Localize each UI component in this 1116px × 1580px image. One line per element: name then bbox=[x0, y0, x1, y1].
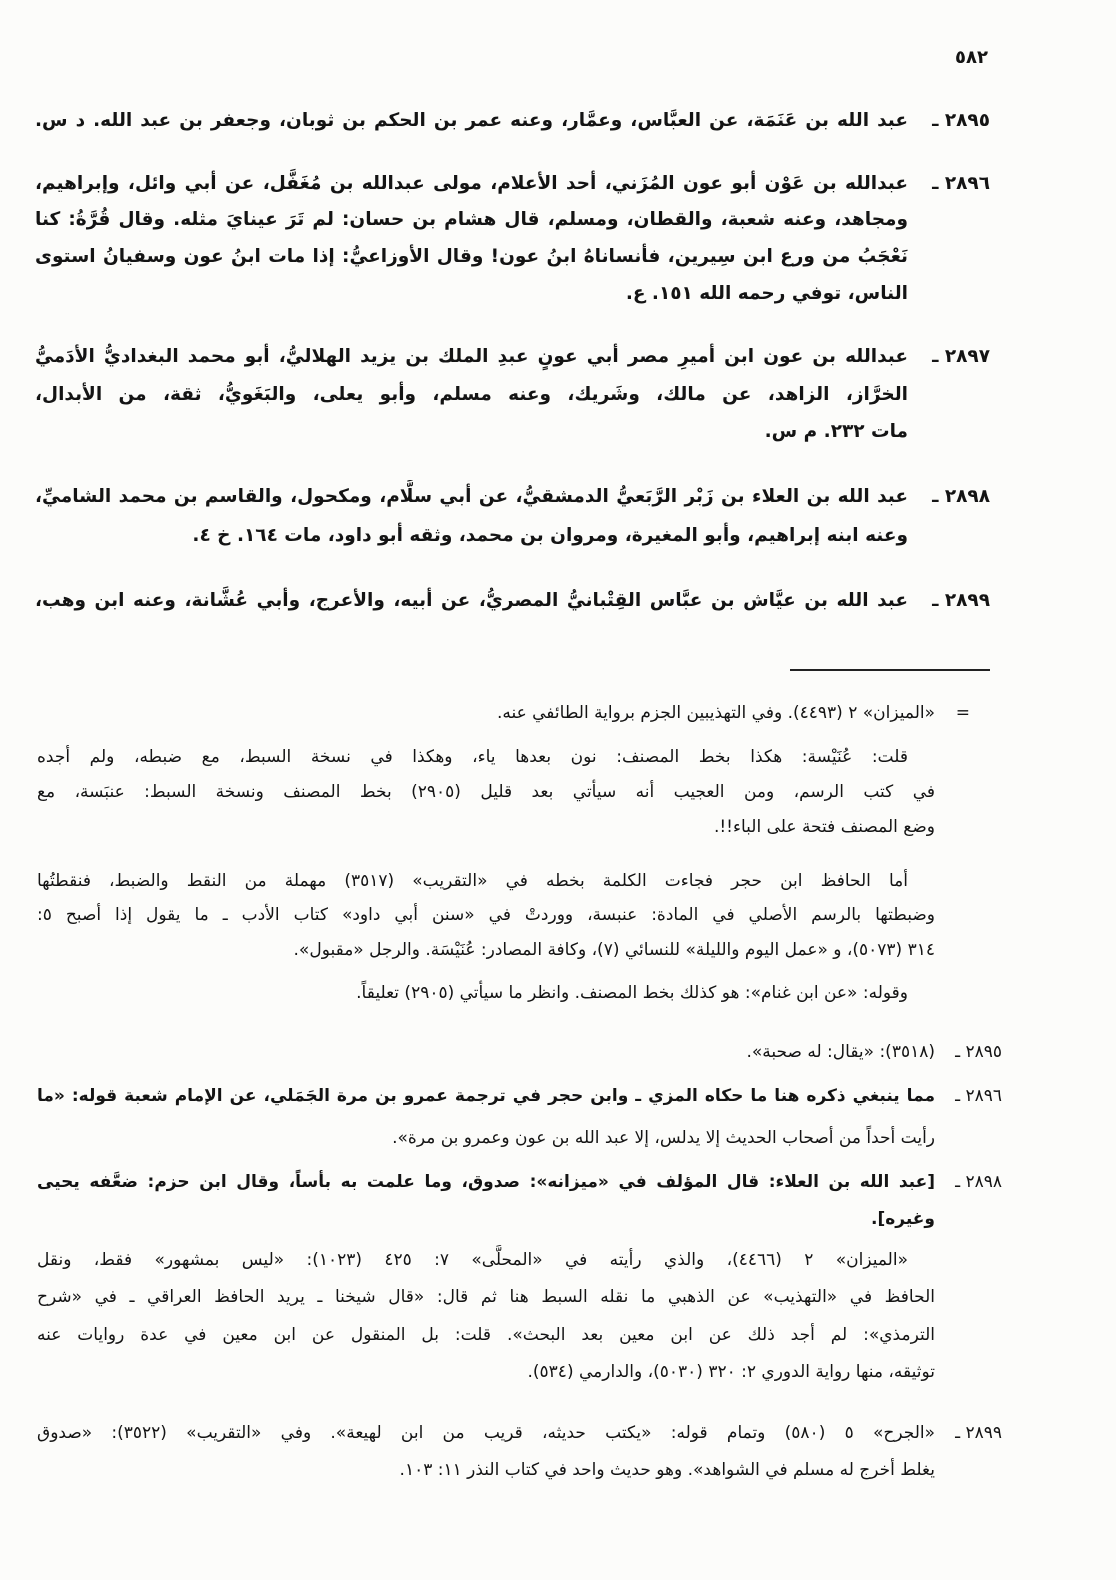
footnote-line: الترمذي»: لم أجد ذلك عن ابن معين بعد البحث». قلت: بل المنقول عن ابن معين في عدة روايات عنه bbox=[37, 1325, 935, 1345]
entry-number: ٢٨٩٩ ـ bbox=[932, 590, 990, 611]
entry-line: عبد الله بن العلاء بن زَبْر الرَّبَعيُّ الدمشقيُّ، عن أبي سلَّام، ومكحول، والقاسم بن محمد الشاميِّ، bbox=[35, 486, 908, 507]
footnote-line: [عبد الله بن العلاء: قال المؤلف في «ميزانه»: صدوق، وما علمت به بأساً، وقال ابن حزم: ضعَّفه يحيى bbox=[37, 1172, 935, 1192]
footnote-line: مما ينبغي ذكره هنا ما حكاه المزي ـ وابن حجر في ترجمة عمرو بن مرة الجَمَلي، عن الإمام شعبة قوله: «ما bbox=[37, 1086, 935, 1106]
footnote-line: رأيت أحداً من أصحاب الحديث إلا يدلس، إلا عبد الله بن عون وعمرو بن مرة». bbox=[392, 1128, 935, 1148]
footnote-line: ٣١٤ (٥٠٧٣)، و «عمل اليوم والليلة» للنسائي (٧)، وكافة المصادر: عُنَيْسَة. والرجل «مقبول». bbox=[293, 940, 935, 960]
entry-line: عبدالله بن عَوْن أبو عون المُزَني، أحد الأعلام، مولى عبدالله بن مُغَفَّل، عن أبي وائل، وإبراهيم، bbox=[35, 173, 908, 194]
entry-line: وعنه ابنه إبراهيم، وأبو المغيرة، ومروان بن محمد، وثقه أبو داود، مات ١٦٤. خ ٤. bbox=[192, 525, 908, 546]
entry-line: عبدالله بن عون ابن أميرِ مصر أبي عونٍ عبدِ الملك بن يزيد الهلاليُّ، أبو محمد البغداديُّ الأدَميُّ bbox=[35, 346, 908, 367]
footnote-number: ٢٨٩٦ ـ bbox=[955, 1086, 1002, 1106]
entry-line: نَعْجَبُ من ورع ابن سِيرين، فأنساناهُ ابنُ عون! وقال الأوزاعيُّ: إذا مات ابنُ عون وسفيانُ استوى bbox=[35, 246, 908, 267]
footnote-line: وضع المصنف فتحة على الباء!!. bbox=[713, 817, 935, 837]
footnote-line: قلت: عُنَيْسة: هكذا بخط المصنف: نون بعدها ياء، وهكذا في نسخة السبط، مع ضبطه، ولم أجده bbox=[37, 747, 908, 767]
entry-line: الخرَّاز، الزاهد، عن مالك، وشَريك، وعنه مسلم، وأبو يعلى، والبَغَويُّ، ثقة، من الأبدال، bbox=[35, 384, 908, 405]
entry-line: الناس، توفي رحمه الله ١٥١. ع. bbox=[625, 283, 908, 304]
entry-line: عبد الله بن عَنَمَة، عن العبَّاس، وعمَّار، وعنه عمر بن الحكم بن ثوبان، وجعفر بن عبد الله. د س. bbox=[35, 110, 908, 131]
footnote-line: الحافظ في «التهذيب» عن الذهبي ما نقله السبط هنا ثم قال: «قال شيخنا ـ يريد الحافظ العراقي ـ في «شرح bbox=[37, 1287, 935, 1307]
entry-number: ٢٨٩٦ ـ bbox=[932, 173, 990, 194]
footnote-line: توثيقه، منها رواية الدوري ٢: ٣٢٠ (٥٠٣٠)، والدارمي (٥٣٤). bbox=[527, 1362, 935, 1382]
footnote-separator bbox=[790, 669, 990, 671]
entry-line: ومجاهد، وعنه شعبة، والقطان، ومسلم، قال هشام بن حسان: لم تَرَ عينايَ مثله. وقال قُرَّةُ: كنا bbox=[35, 209, 908, 230]
entry-number: ٢٨٩٨ ـ bbox=[932, 486, 990, 507]
footnote-number: ٢٨٩٩ ـ bbox=[955, 1423, 1002, 1443]
footnote-line: «الميزان» ٢ (٤٤٩٣). وفي التهذيبين الجزم برواية الطائفي عنه. bbox=[496, 703, 935, 723]
entry-number: ٢٨٩٥ ـ bbox=[932, 110, 990, 131]
page-number: ٥٨٢ bbox=[955, 47, 988, 68]
footnote-line: وقوله: «عن ابن غنام»: هو كذلك بخط المصنف. وانظر ما سيأتي (٢٩٠٥) تعليقاً. bbox=[356, 983, 908, 1003]
footnote-line: «الجرح» ٥ (٥٨٠) وتمام قوله: «يكتب حديثه، قريب من ابن لهيعة». وفي «التقريب» (٣٥٢٢): «صدوق bbox=[37, 1423, 935, 1443]
entry-line: عبد الله بن عيَّاش بن عبَّاس القِتْبانيُّ المصريُّ، عن أبيه، والأعرج، وأبي عُشَّانة، وعنه ابن وهب، bbox=[35, 590, 908, 611]
footnote-line: وغيره]. bbox=[871, 1209, 935, 1229]
footnote-line: وضبطتها بالرسم الأصلي في المادة: عنبسة، ووردتْ في «سنن أبي داود» كتاب الأدب ـ ما يقول إذا أصبح ٥: bbox=[37, 905, 935, 925]
footnote-number: ٢٨٩٨ ـ bbox=[955, 1172, 1002, 1192]
footnote-line: يغلط أخرج له مسلم في الشواهد». وهو حديث واحد في كتاب النذر ١١: ١٠٣. bbox=[399, 1460, 935, 1480]
footnote-line: في كتب الرسم، ومن العجيب أنه سيأتي بعد قليل (٢٩٠٥) بخط المصنف ونسخة السبط: عنبَسة، مع bbox=[37, 782, 935, 802]
footnote-line: (٣٥١٨): «يقال: له صحبة». bbox=[746, 1042, 935, 1062]
footnote-number: ٢٨٩٥ ـ bbox=[955, 1042, 1002, 1062]
entry-line: مات ٢٣٢. م س. bbox=[764, 421, 908, 442]
continuation-mark: = bbox=[955, 703, 970, 723]
footnote-line: أما الحافظ ابن حجر فجاءت الكلمة بخطه في «التقريب» (٣٥١٧) مهملة من النقط والضبط، فنقطتُها bbox=[37, 871, 908, 891]
footnote-line: «الميزان» ٢ (٤٤٦٦)، والذي رأيته في «المحلَّى» ٧: ٤٢٥ (١٠٢٣): «ليس بمشهور» فقط، ونقل bbox=[37, 1250, 908, 1270]
entry-number: ٢٨٩٧ ـ bbox=[932, 346, 990, 367]
